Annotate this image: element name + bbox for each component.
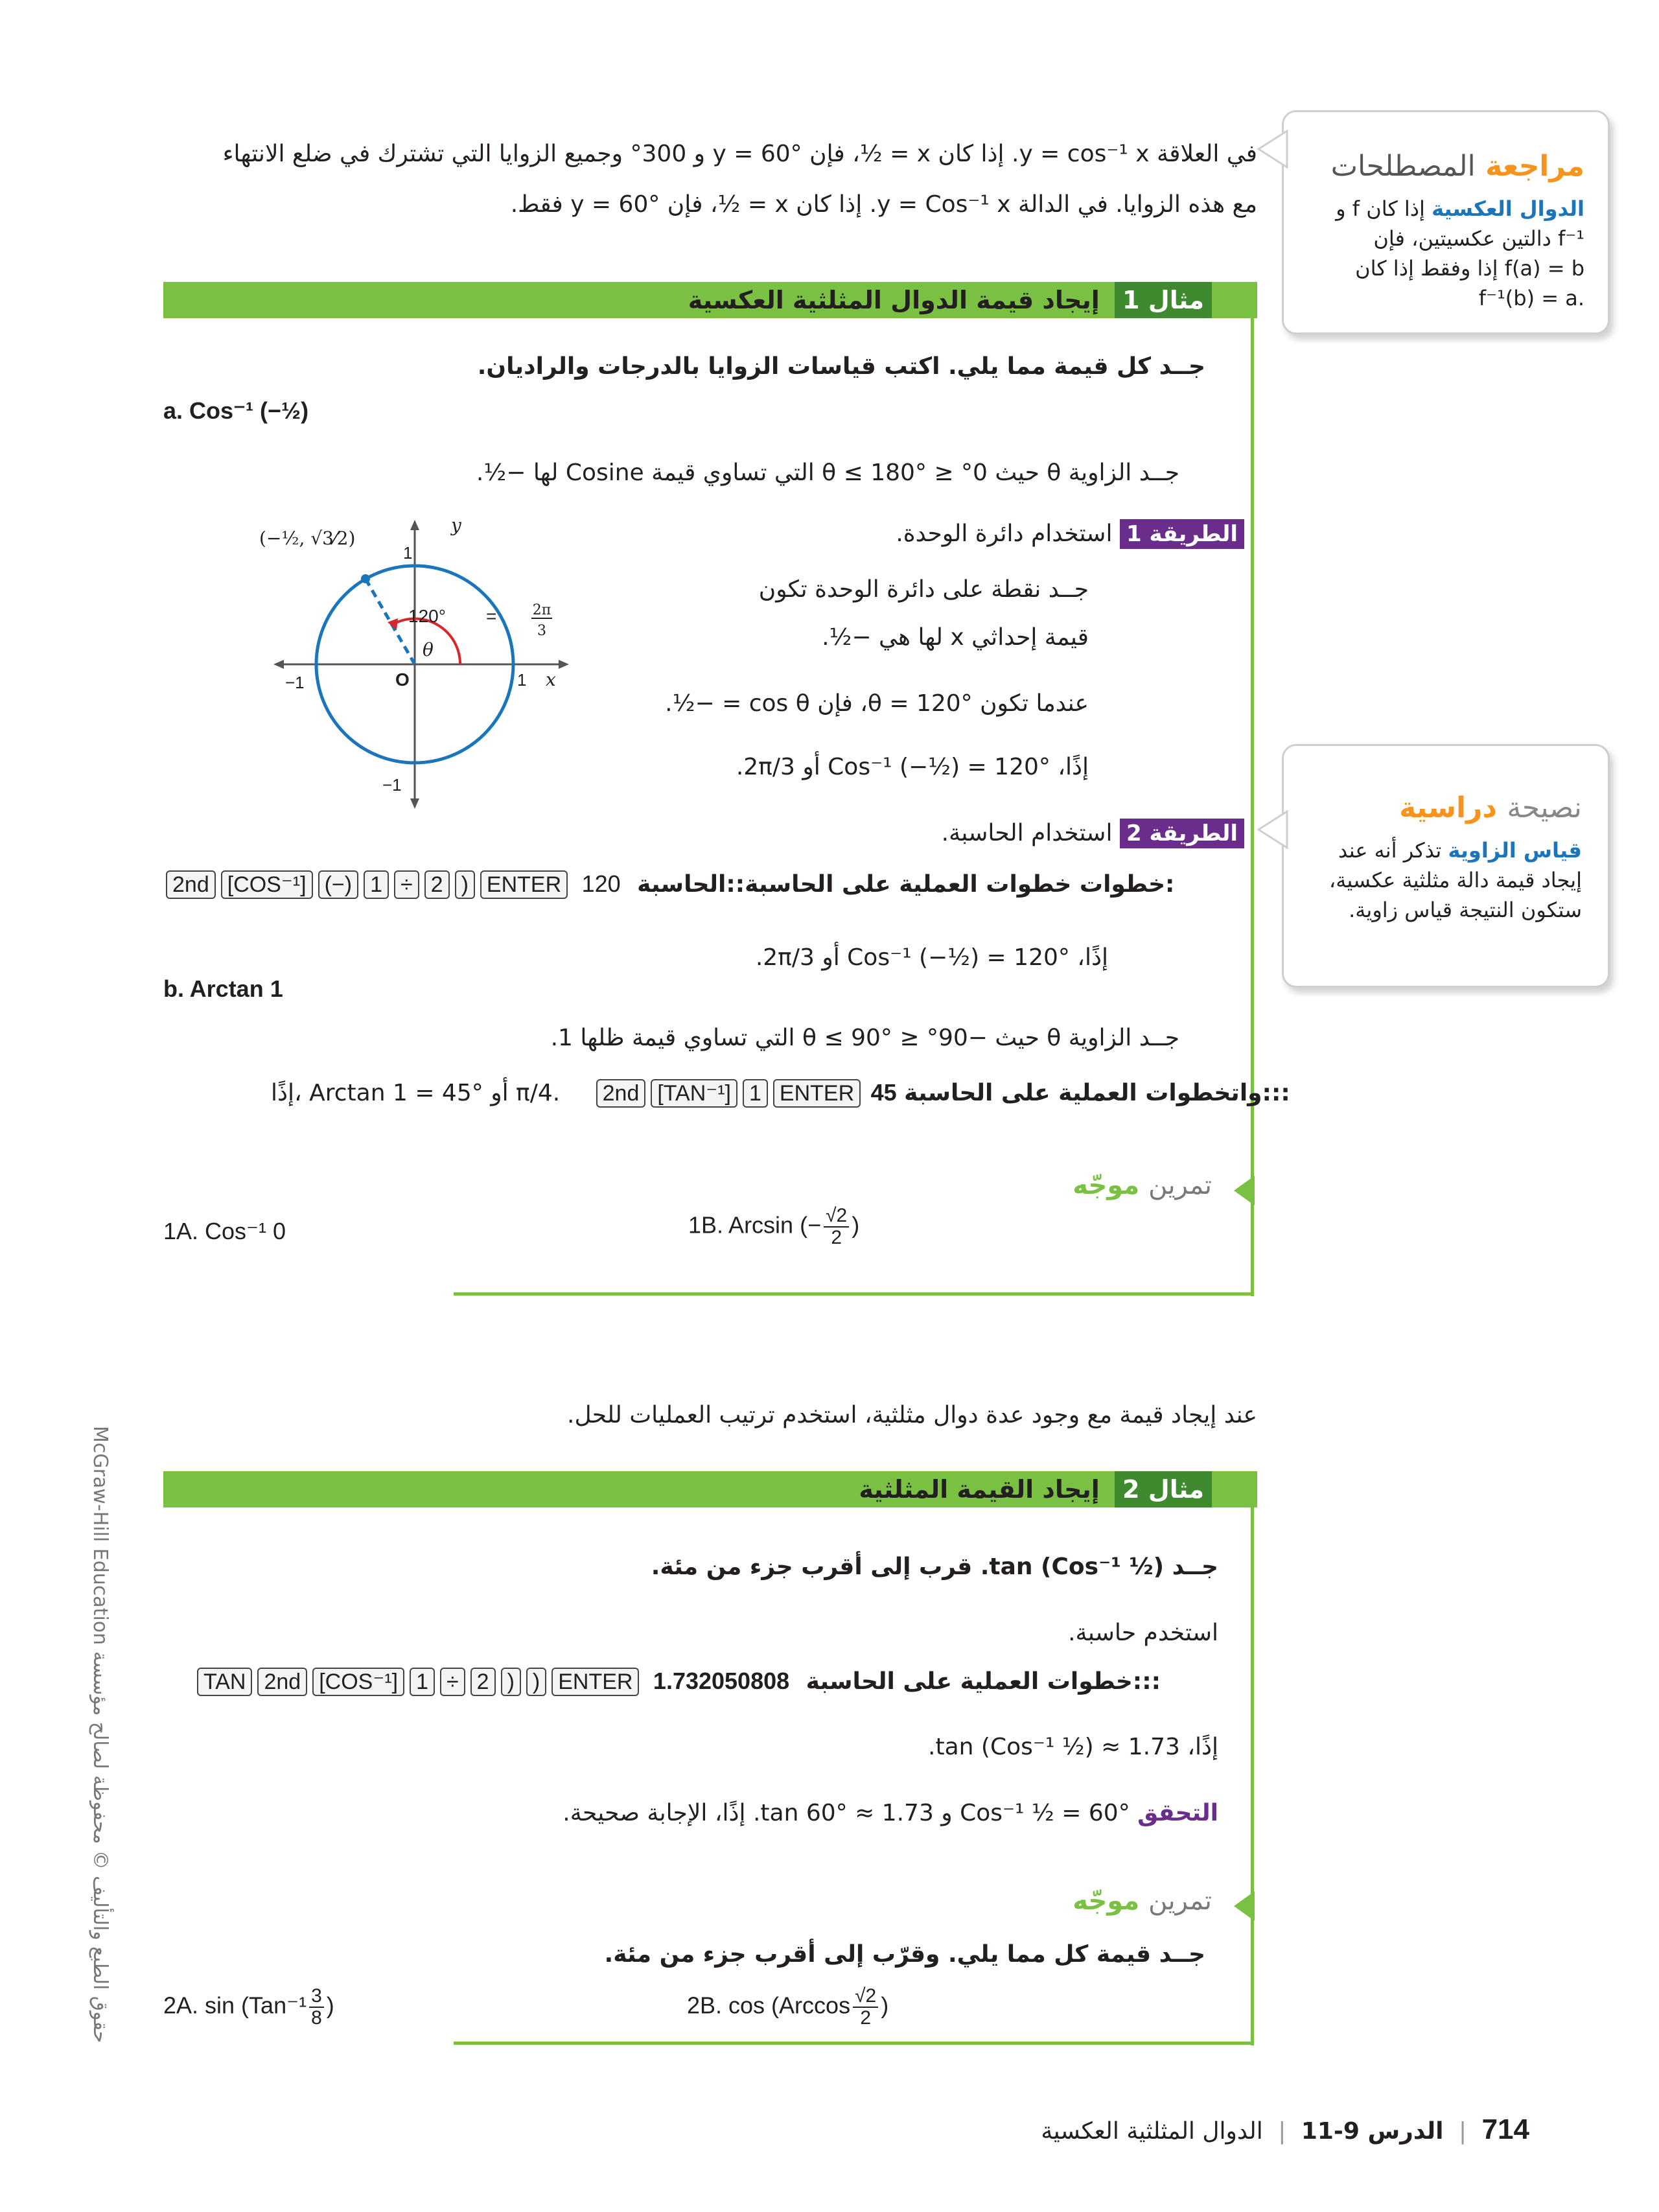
calc-2-key-5: 2	[470, 1668, 496, 1696]
calc-label-b: واتخطوات العملية على الحاسبة:::	[904, 1080, 1290, 1106]
exercise-2a[interactable]: 2A. sin (Tan⁻¹ $\frac{3}{8}$ )	[163, 1985, 334, 2029]
exercise-1b[interactable]: 1B. Arcsin (− $\frac{√2}{2}$ )	[688, 1205, 860, 1248]
intro-line-2: مع هذه الزوايا. في الدالة y = Cos⁻¹ x. إذا كان x = ½، فإن y = 60° فقط.	[510, 191, 1257, 218]
calc-steps-a	[163, 868, 1174, 900]
example-1-title: إيجاد قيمة الدوال المثلثية العكسية	[688, 286, 1100, 314]
example-2-title: إيجاد القيمة المثلثية	[859, 1475, 1100, 1504]
calc-result-2: 1.732050808	[653, 1668, 790, 1694]
part-b-calc-row	[271, 1077, 1290, 1109]
part-b-result: إذًا، Arctan 1 = 45° أو π/4.	[271, 1080, 561, 1106]
example-1-badge: مثال 1	[1115, 282, 1212, 318]
part-b-find: جــد الزاوية θ حيث −90° ≤ θ ≤ 90° التي تساوي قيمة ظلها 1.	[550, 1025, 1179, 1051]
method-1-row	[896, 518, 1244, 550]
example-2-instruction-2: جــد قيمة كل مما يلي. وقرّب إلى أقرب جزء من مئة.	[604, 1941, 1205, 1968]
between-text: عند إيجاد قيمة مع وجود عدة دوال مثلثية، استخدم ترتيب العمليات للحل.	[567, 1402, 1257, 1428]
example-2-bottom-rule	[454, 2042, 1253, 2045]
calc-2-key-0: TAN	[197, 1668, 252, 1696]
tip-note-pointer	[1256, 810, 1288, 849]
chapter-title: الدوال المثلثية العكسية	[1041, 2118, 1263, 2145]
calc-2-key-7: )	[526, 1668, 546, 1696]
radian-equals: =	[486, 606, 497, 626]
radian-numerator: 2π	[532, 602, 551, 618]
method-1-line-3: عندما تكون θ = 120°، فإن cos θ = −½.	[665, 690, 1089, 717]
tip-note-title: نصيحة دراسية	[1399, 791, 1582, 824]
y-tick-1: 1	[403, 543, 413, 563]
calc-2-key-1: 2nd	[257, 1668, 307, 1696]
tip-note-body: قياس الزاوية تذكر أنه عند إيجاد قيمة دالة مثلثية عكسية، ستكون النتيجة قياس زاوية.	[1328, 838, 1582, 922]
check-text: Cos⁻¹ ½ = 60° و tan 60° ≈ 1.73. إذًا، الإجابة صحيحة.	[563, 1800, 1130, 1826]
radian-denominator: 3	[537, 623, 546, 639]
method-2-title: استخدام الحاسبة.	[941, 820, 1113, 846]
calc-2-key-6: )	[501, 1668, 521, 1696]
calc-label-a: خطوات خطوات العملية على الحاسبة::الحاسبة:	[637, 871, 1175, 898]
vocab-note-pointer	[1256, 130, 1288, 169]
example-2-result: إذًا، tan (Cos⁻¹ ½) ≈ 1.73.	[928, 1734, 1218, 1760]
calc-a-key-0: 2nd	[166, 870, 216, 899]
theta-label: θ	[423, 639, 434, 660]
calc-a-key-4: ÷	[394, 870, 419, 899]
calc-result-a: 120	[581, 870, 621, 897]
calc-keys-2	[194, 1668, 642, 1695]
example-1-instruction: جــد كل قيمة مما يلي. اكتب قياسات الزوايا بالدرجات والراديان.	[477, 353, 1205, 380]
exercise-2b[interactable]: 2B. cos (Arccos $\frac{√2}{2}$ )	[687, 1985, 889, 2029]
footer: 714 | الدرس 9-11 | الدوال المثلثية العكسية	[1041, 2113, 1529, 2145]
example-2-badge: مثال 2	[1115, 1471, 1212, 1508]
unit-circle-diagram	[259, 512, 583, 810]
calc-a-key-7: ENTER	[480, 870, 568, 899]
calc-b-key-0: 2nd	[596, 1079, 646, 1108]
example-2-header	[859, 1471, 1212, 1508]
page-number: 714	[1481, 2113, 1529, 2145]
exercise-1a[interactable]: 1A. Cos⁻¹ 0	[163, 1218, 286, 1244]
use-calculator: استخدم حاسبة.	[1068, 1620, 1218, 1646]
example-1-header	[688, 282, 1212, 318]
calc-2-key-8: ENTER	[551, 1668, 639, 1696]
practice-2-tab	[1231, 1890, 1257, 1922]
y-axis-arrow	[410, 520, 419, 530]
x-axis-label: x	[546, 669, 556, 690]
method-1-badge: الطريقة 1	[1120, 519, 1244, 549]
calc-a-key-2: (−)	[318, 870, 359, 899]
method-1-title: استخدام دائرة الوحدة.	[896, 520, 1113, 547]
calc-a-key-1: [COS⁻¹]	[221, 870, 313, 899]
method-1-line-1: جــد نقطة على دائرة الوحدة تكون	[758, 576, 1089, 603]
x-tick-1: 1	[517, 670, 527, 690]
example-1-right-rule	[1251, 285, 1254, 1296]
point-label: (−½, √3⁄2)	[259, 528, 356, 549]
part-a-find: جــد الزاوية θ حيث 0° ≤ θ ≤ 180° التي تساوي قيمة Cosine لها −½.	[476, 460, 1179, 486]
x-axis-arrow	[559, 660, 569, 669]
x-axis-arrow-left	[273, 660, 284, 669]
calc-keys-a	[163, 871, 570, 898]
calc-2-key-2: [COS⁻¹]	[312, 1668, 404, 1696]
calc-2-key-4: ÷	[440, 1668, 465, 1696]
calc-steps-2	[194, 1666, 1161, 1697]
part-b-label: b. Arctan 1	[163, 975, 283, 1002]
calc-label-2: خطوات العملية على الحاسبة:::	[806, 1668, 1161, 1695]
angle-label: 120°	[408, 606, 446, 626]
method-2-result: إذًا، Cos⁻¹ (−½) = 120° أو 2π/3.	[755, 944, 1108, 971]
practice-1-tab	[1231, 1174, 1257, 1207]
calc-keys-b	[594, 1080, 864, 1106]
method-2-row	[942, 818, 1244, 849]
vocab-note-body: الدوال العكسية إذا كان f و f⁻¹ دالتين عكسيتين، فإن f(a) = b إذا وفقط إذا كان .f⁻¹(b) = a	[1336, 196, 1584, 310]
calc-a-key-5: 2	[424, 870, 450, 899]
calc-2-key-3: 1	[410, 1668, 435, 1696]
vocab-note-title: مراجعة المصطلحات	[1330, 150, 1584, 183]
calc-b-key-2: 1	[743, 1079, 768, 1108]
calc-a-key-6: )	[455, 870, 475, 899]
vocabulary-review-note	[1282, 110, 1610, 334]
origin-label: O	[395, 669, 410, 690]
study-tip-note	[1282, 744, 1610, 988]
method-1-line-4: إذًا، Cos⁻¹ (−½) = 120° أو 2π/3.	[736, 754, 1089, 780]
guided-practice-2: تمرين موجّه	[1073, 1886, 1212, 1916]
method-1-line-2: قيمة إحداثي x لها هي −½.	[822, 624, 1089, 651]
calc-b-key-3: ENTER	[773, 1079, 861, 1108]
check-row	[563, 1798, 1218, 1829]
y-tick-neg-1: −1	[382, 775, 402, 795]
lesson-number: الدرس 9-11	[1301, 2118, 1444, 2145]
example-2-instruction: جــد tan (Cos⁻¹ ½). قرب إلى أقرب جزء من مئة.	[651, 1554, 1218, 1580]
guided-practice-1: تمرين موجّه	[1073, 1170, 1212, 1200]
intro-line-1: في العلاقة y = cos⁻¹ x. إذا كان x = ½، فإن y = 60° و 300° وجميع الزوايا التي تشترك في ضلع الانتهاء	[222, 141, 1257, 167]
part-a-label: a. Cos⁻¹ (−½)	[163, 397, 309, 424]
calc-result-b: 45	[870, 1079, 897, 1106]
example-1-bottom-rule	[454, 1292, 1253, 1296]
y-axis-arrow-down	[410, 798, 419, 809]
calc-a-key-3: 1	[364, 870, 389, 899]
example-2-right-rule	[1251, 1475, 1254, 2045]
calc-b-key-1: [TAN⁻¹]	[651, 1079, 737, 1108]
unit-circle-point	[361, 574, 370, 583]
check-label: التحقق	[1137, 1800, 1218, 1826]
method-2-badge: الطريقة 2	[1120, 819, 1244, 848]
y-axis-label: y	[451, 515, 461, 536]
side-credit: حقوق الطبع والتأليف © محفوظة لصالح مؤسسة McGraw-Hill Education	[89, 1426, 111, 2043]
x-tick-neg-1: −1	[285, 673, 305, 692]
